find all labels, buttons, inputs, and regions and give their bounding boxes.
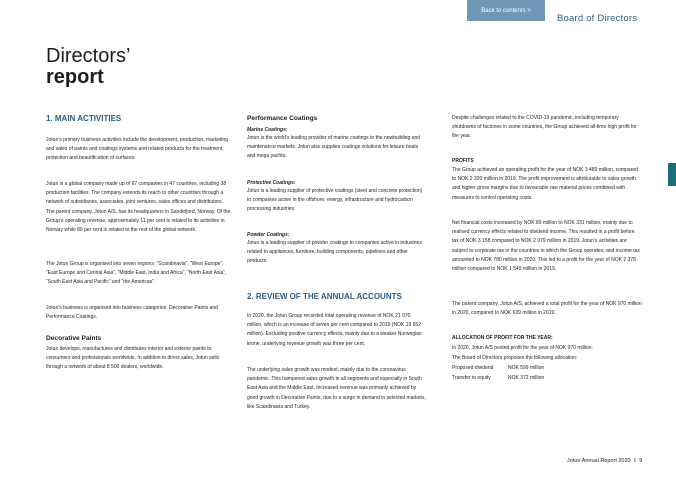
allocation-row-label: Transfer to equity bbox=[452, 375, 491, 381]
allocation-row-value: NOK 599 million bbox=[508, 365, 545, 371]
paragraph: Jotun is a global company made up of 67 companies in 47 countries, including 38 production facilities. The company extends its reach to other countries through a network of subsidiaries, associates, joint ventures, sales offices and distributors. The parent company, Jotun A/S, has its headquarters in Sandefjord, Norway. Of the Group’s operating revenue, approximately 11 per cent is related to its activities in Norway while 89 per cent is related to the rest of the global network. bbox=[46, 181, 231, 234]
page-title-line2: report bbox=[46, 66, 104, 88]
performance-coatings-heading: Performance Coatings bbox=[247, 115, 318, 122]
section-label: Board of Directors bbox=[557, 13, 638, 24]
paragraph: Jotun’s primary business activities include the development, production, marketing and sales of paints and coatings systems and related products for the treatment, protection and beautification of surfaces. bbox=[46, 137, 228, 162]
paragraph: The Group achieved an operating profit for the year of NOK 3 489 million, compared to NOK 2 320 million in 2019. The profit improvement is attributable to sales growth and higher gross margins due to favourable raw material prices combined with measures to control operating costs. bbox=[452, 167, 638, 201]
paragraph: The underlying sales growth was modest, mainly due to the coronavirus pandemic. This hampered sales growth in all segments and especially in South East Asia and the Middle East. Increased revenue was primarily achieved by good growth in Decorative Paints, due to a surge in demand in selected markets, like Scandinavia and Turkey. bbox=[247, 367, 426, 410]
review-annual-accounts-heading: 2. REVIEW OF THE ANNUAL ACCOUNTS bbox=[247, 292, 402, 301]
protective-coatings-label: Protective Coatings: bbox=[247, 180, 296, 186]
marine-coatings-label: Marine Coatings: bbox=[247, 127, 288, 133]
paragraph: Jotun is the world’s leading provider of marine coatings to the newbuilding and maintenance markets. Jotun also supplies coatings solutions for leisure boats and mega yachts. bbox=[247, 135, 421, 160]
back-to-contents-button[interactable]: Back to contents > bbox=[467, 0, 545, 21]
paragraph: The parent company, Jotun A/S, achieved a total profit for the year of NOK 970 million in 2020, compared to NOK 639 million in 2019. bbox=[452, 301, 642, 317]
allocation-heading: ALLOCATION OF PROFIT FOR THE YEAR: bbox=[452, 335, 553, 341]
report-name: Jotun Annual Report 2020 bbox=[567, 458, 631, 464]
paragraph: Jotun is a leading supplier of protective coatings (steel and concrete protection) to companies active in the offshore, energy, infrastructure and hydrocarbon processing industries. bbox=[247, 188, 423, 213]
page-title bbox=[46, 46, 130, 88]
main-activities-heading: 1. MAIN ACTIVITIES bbox=[46, 114, 122, 123]
paragraph: Despite challenges related to the COVID-19 pandemic, including temporary shutdowns of factories in some countries, the Group achieved all-time high profit for the year. bbox=[452, 115, 637, 140]
page-number: 9 bbox=[639, 458, 643, 464]
paragraph: Net financial costs increased by NOK 89 million to NOK 331 million, mainly due to realised currency effects related to dividend income. This resulted in a profit before tax of NOK 3 158 compared to NOK 2 079 million in 2019. Jotun’s activities are subject to corporate tax in the countries in which the Group operates, and income tax amounted to NOK 780 million in 2020. This led to a profit for the year of NOK 2 378 million compared to NOK 1 549 million in 2019. bbox=[452, 220, 640, 273]
allocation-row-label: Proposed dividend bbox=[452, 365, 494, 371]
decorative-paints-heading: Decorative Paints bbox=[46, 335, 102, 342]
paragraph: In 2020, the Jotun Group recorded total operating revenue of NOK 21 070 million, which is an increase of seven per cent compared to 2019 (NOK 19 652 million). Excluding positive currency effects, mainly due to a weaker Norwegian krone, underlying revenue growth was three per cent. bbox=[247, 313, 422, 347]
paragraph: Jotun is a leading supplier of powder coatings to companies active in industries related to appliances, furniture, building components, pipelines and other products. bbox=[247, 240, 422, 265]
allocation-row-value: NOK 372 million bbox=[508, 375, 545, 381]
powder-coatings-label: Powder Coatings: bbox=[247, 232, 290, 238]
paragraph: Jotun develops, manufactures and distributes interior and exterior paints to consumers and professionals worldwide. In addition to direct sales, Jotun sells through a network of about 8 500 dealers, worldwide. bbox=[46, 346, 220, 371]
profits-heading: PROFITS bbox=[452, 158, 474, 164]
allocation-proposal: The Board of Directors proposes the following allocation: bbox=[452, 355, 578, 361]
footer-separator: I bbox=[634, 458, 636, 464]
allocation-intro: In 2020, Jotun A/S posted profit for the year of NOK 970 million. bbox=[452, 345, 593, 351]
page-title-line1: Directors’ bbox=[46, 45, 131, 67]
page-footer bbox=[567, 458, 642, 464]
side-tab-marker[interactable] bbox=[668, 163, 676, 186]
paragraph: The Jotun Group is organised into seven regions: “Scandinavia”, “West Europe”, “East Europe and Central Asia”, “Middle East, India and Africa”, “North East Asia”, “South East Asia and Pacific” and “the Americas”. bbox=[46, 261, 227, 286]
paragraph: Jotun’s business is organised into business categories: Decorative Paints and Performance Coatings. bbox=[46, 305, 218, 321]
